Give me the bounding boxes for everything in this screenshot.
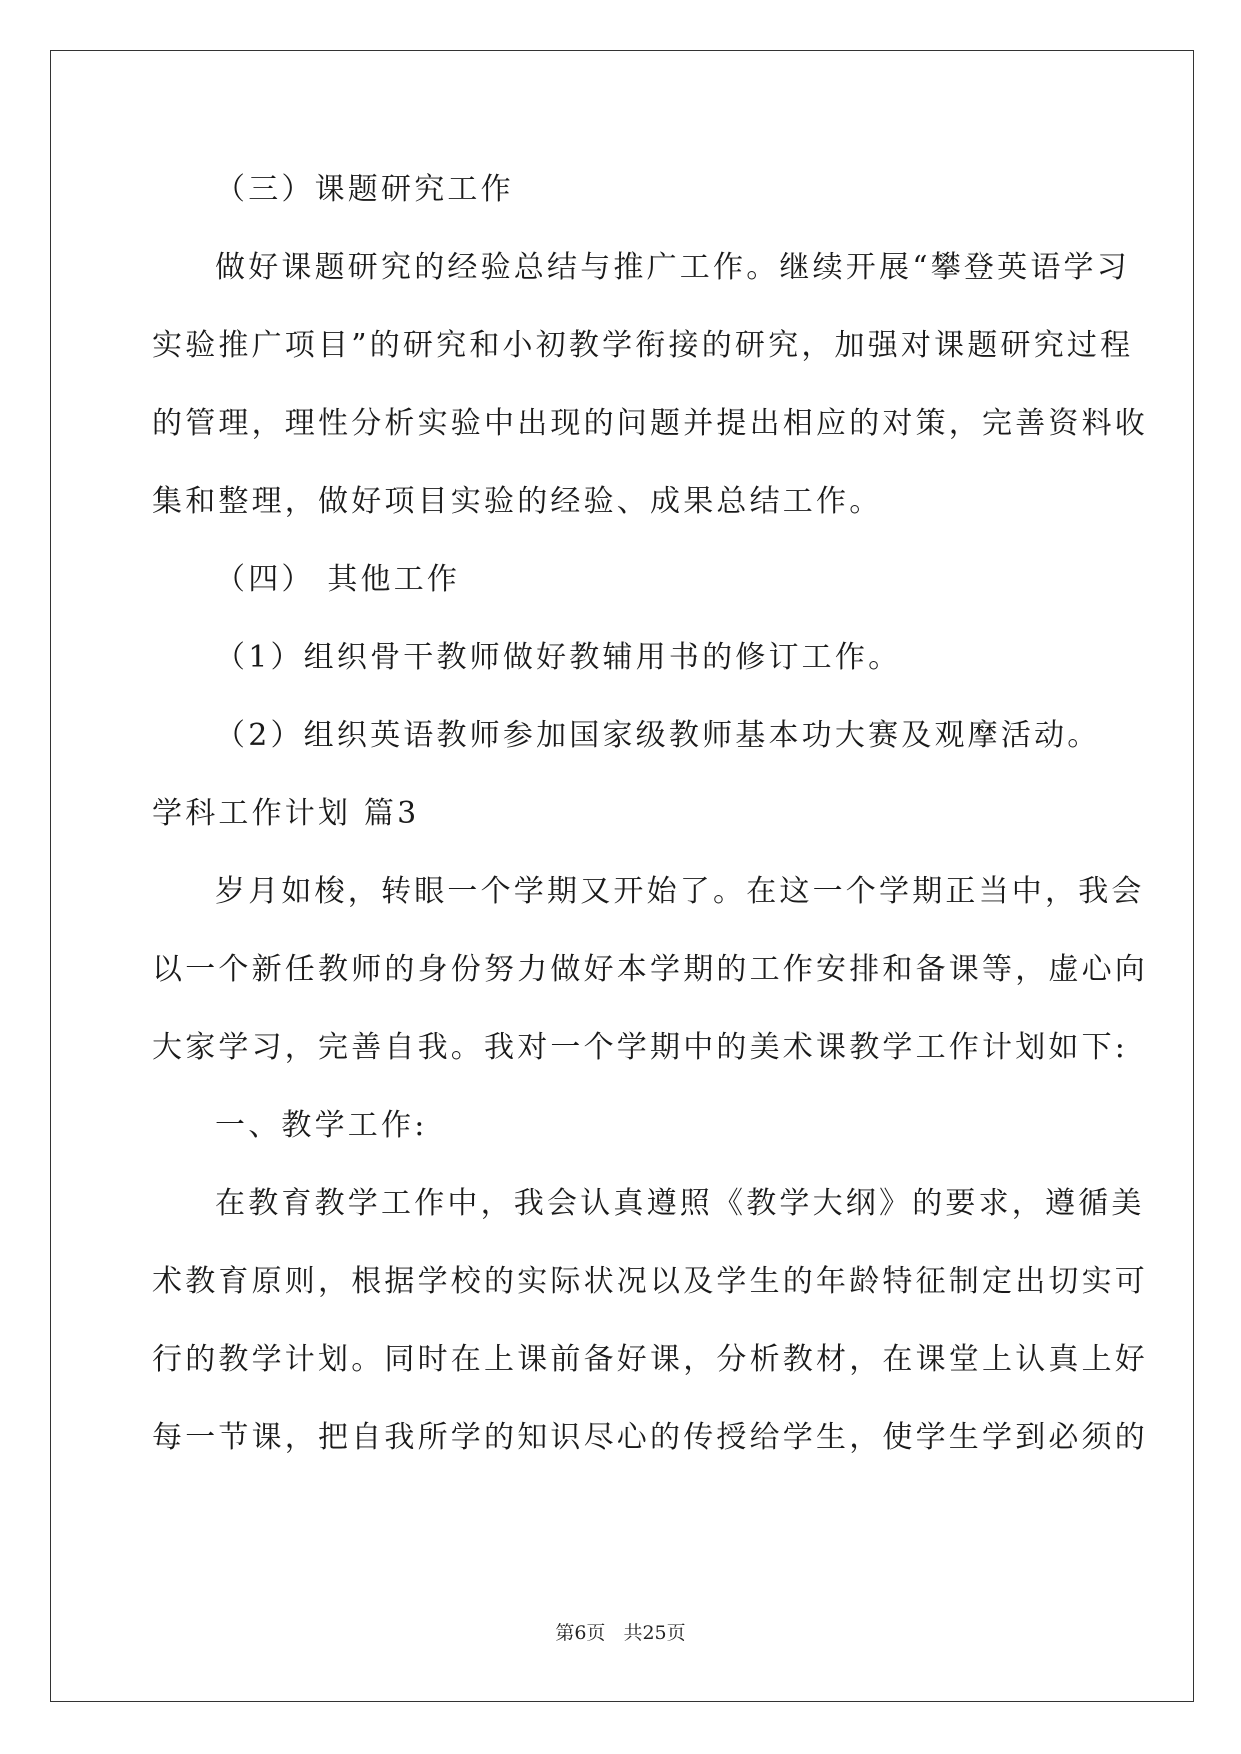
- paragraph-line: 实验推广项目”的研究和小初教学衔接的研究，加强对课题研究过程: [152, 328, 1134, 363]
- paragraph-line: 在教育教学工作中，我会认真遵照《教学大纲》的要求，遵循美: [215, 1186, 1145, 1221]
- paragraph-line: 的管理，理性分析实验中出现的问题并提出相应的对策，完善资料收: [152, 406, 1148, 441]
- paragraph-line: 术教育原则，根据学校的实际状况以及学生的年龄特征制定出切实可: [152, 1264, 1148, 1299]
- section-heading-4: （四） 其他工作: [215, 562, 461, 597]
- page-number-current: 第6页: [555, 1622, 606, 1644]
- page-number-total: 共25页: [623, 1622, 686, 1644]
- paragraph-line: 行的教学计划。同时在上课前备好课，分析教材，在课堂上认真上好: [152, 1342, 1148, 1377]
- list-item: （1）组织骨干教师做好教辅用书的修订工作。: [215, 640, 902, 675]
- paragraph-line: 每一节课，把自我所学的知识尽心的传授给学生，使学生学到必须的: [152, 1420, 1148, 1455]
- section-heading-3: （三）课题研究工作: [215, 172, 514, 207]
- section-heading-1: 一、教学工作:: [215, 1108, 428, 1143]
- article-title: 学科工作计划 篇3: [152, 796, 420, 831]
- paragraph-line: 大家学习，完善自我。我对一个学期中的美术课教学工作计划如下:: [152, 1030, 1129, 1065]
- paragraph-line: 岁月如梭，转眼一个学期又开始了。在这一个学期正当中，我会: [215, 874, 1145, 909]
- list-item: （2）组织英语教师参加国家级教师基本功大赛及观摩活动。: [215, 718, 1101, 753]
- paragraph-line: 以一个新任教师的身份努力做好本学期的工作安排和备课等，虚心向: [152, 952, 1148, 987]
- paragraph-line: 集和整理，做好项目实验的经验、成果总结工作。: [152, 484, 883, 519]
- paragraph-line: 做好课题研究的经验总结与推广工作。继续开展“攀登英语学习: [215, 250, 1130, 285]
- page-footer: [0, 1618, 1241, 1645]
